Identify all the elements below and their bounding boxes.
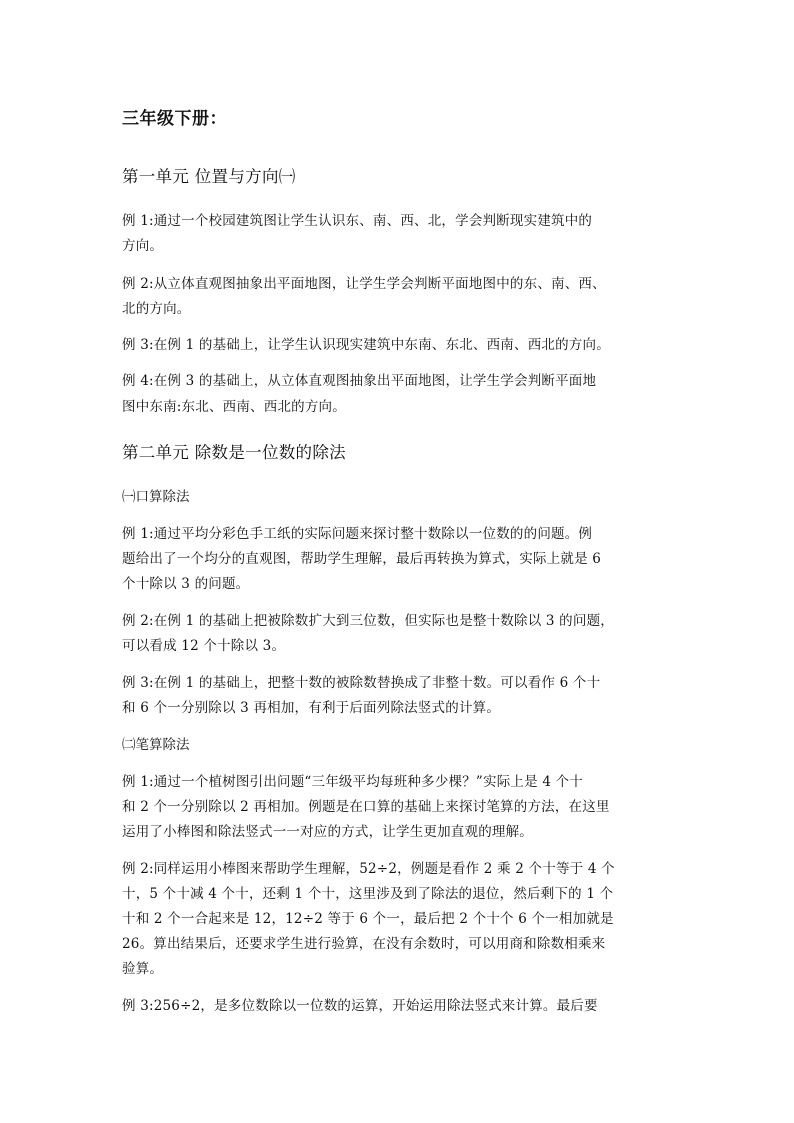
unit2-sub2-example2-line3: 十和 2 个一合起来是 12，12÷2 等于 6 个一，最后把 2 个十个 6 个一相加就是: [122, 911, 614, 927]
unit2-sub2-example2-line1: 例 2:同样运用小棒图来帮助学生理解，52÷2，例题是看作 2 乘 2 个十等于 4 个: [122, 861, 615, 877]
unit1-example3-line1: 例 3:在例 1 的基础上，让学生认识现实建筑中东南、东北、西南、西北的方向。: [122, 337, 610, 353]
unit2-sub2-example1-line3: 运用了小棒图和除法竖式一一对应的方式，让学生更加直观的理解。: [122, 824, 533, 840]
unit2-sub2-title: ㈡笔算除法: [122, 737, 190, 753]
unit2-sub2-example3-line1: 例 3:256÷2，是多位数除以一位数的运算，开始运用除法竖式来计算。最后要: [122, 998, 598, 1014]
unit2-sub2-example2-line2: 十，5 个十减 4 个十，还剩 1 个十，这里涉及到了除法的退位，然后剩下的 1 个: [122, 886, 614, 902]
unit2-sub1-example1-line3: 个十除以 3 的问题。: [122, 576, 250, 592]
unit1-example4-line2: 图中东南:东北、西南、西北的方向。: [122, 399, 346, 415]
unit2-sub1-example2-line2: 可以看成 12 个十除以 3。: [122, 638, 286, 654]
unit2-sub2-example1-line2: 和 2 个一分别除以 2 再相加。例题是在口算的基础上来探讨笔算的方法，在这里: [122, 799, 610, 815]
unit1-example1-line1: 例 1:通过一个校园建筑图让学生认识东、南、西、北，学会判断现实建筑中的: [122, 213, 593, 229]
unit2-sub1-example3-line2: 和 6 个一分别除以 3 再相加，有利于后面列除法竖式的计算。: [122, 700, 501, 716]
unit2-sub1-example1-line2: 题给出了一个均分的直观图，帮助学生理解，最后再转换为算式，实际上就是 6: [122, 551, 602, 567]
unit2-title: 第二单元 除数是一位数的除法: [122, 443, 346, 462]
unit2-sub2-example2-line4: 26。算出结果后，还要求学生进行验算，在没有余数时，可以用商和除数相乘来: [122, 936, 606, 952]
unit2-sub1-example1-line1: 例 1:通过平均分彩色手工纸的实际问题来探讨整十数除以一位数的的问题。例: [122, 526, 593, 542]
unit2-sub1-example3-line1: 例 3:在例 1 的基础上，把整十数的被除数替换成了非整十数。可以看作 6 个十: [122, 675, 601, 691]
unit2-sub1-example2-line1: 例 2:在例 1 的基础上把被除数扩大到三位数，但实际也是整十数除以 3 的问题，: [122, 613, 614, 629]
unit1-example2-line1: 例 2:从立体直观图抽象出平面地图，让学生学会判断平面地图中的东、南、西、: [122, 276, 606, 292]
grade-heading: 三年级下册：: [122, 109, 227, 129]
unit1-example4-line1: 例 4:在例 3 的基础上，从立体直观图抽象出平面地图，让学生学会判断平面地: [122, 373, 597, 389]
unit1-example2-line2: 北的方向。: [122, 301, 191, 317]
unit2-sub2-example1-line1: 例 1:通过一个植树图引出问题“三年级平均每班种多少棵？”实际上是 4 个十: [122, 774, 584, 790]
unit1-title: 第一单元 位置与方向㈠: [122, 167, 296, 186]
unit2-sub2-example2-line5: 验算。: [122, 961, 164, 977]
unit1-example1-line2: 方向。: [122, 238, 164, 254]
unit2-sub1-title: ㈠口算除法: [122, 489, 190, 505]
